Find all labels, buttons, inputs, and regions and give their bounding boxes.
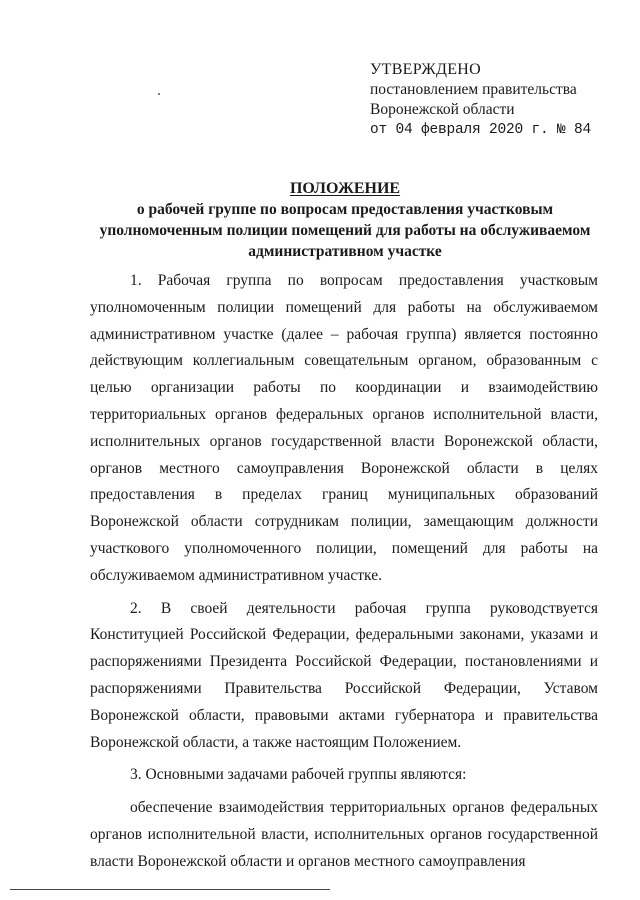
approval-stamp: УТВЕРЖДЕНО [370, 61, 482, 78]
footer-rule [10, 889, 330, 890]
approval-dateline: от 04 февраля 2020 г. № 84 [370, 122, 592, 138]
approval-line-2: Воронежской области [370, 101, 515, 118]
approval-line-1: постановлением правительства [370, 81, 577, 98]
scan-speck [158, 93, 160, 95]
approval-block [370, 60, 630, 140]
paragraph-3: 3. Основными задачами рабочей группы являются: [130, 766, 467, 784]
document-body [90, 268, 598, 875]
paragraph-1: 1. Рабочая группа по вопросам предоставления участковым уполномоченным полиции помещений для работы на обслуживаемом административном участке (далее – рабочая группа) является постоянно действующим коллегиальным совещательным органом, образованным с целью организации работы по координации и взаимодействию территориальных органов федеральных органов исполнительной власти, исполнительных органов государственной власти Воронежской области, органов местного самоуправления Воронежской области в целях предоставления в пределах границ муниципальных образований Воронежской области сотрудникам полиции, замещающим должности участкового уполномоченного полиции, помещений для работы на обслуживаемом административном участке. [90, 272, 598, 584]
title-subtitle: о рабочей группе по вопросам предоставления участковым уполномоченным полиции помещений для работы на обслуживаемом административном участке [99, 201, 591, 260]
document-title [80, 178, 610, 262]
paragraph-4: обеспечение взаимодействия территориальных органов федеральных органов исполнительной власти, исполнительных органов государственной власти Воронежской области и органов местного самоуправления [90, 799, 598, 870]
paragraph-2: 2. В своей деятельности рабочая группа руководствуется Конституцией Российской Федерации, федеральными законами, указами и распоряжениями Президента Российской Федерации, постановлениями и распоряжениями Правительства Российской Федерации, Уставом Воронежской области, правовыми актами губернатора и правительства Воронежской области, а также настоящим Положением. [90, 599, 598, 751]
title-heading: ПОЛОЖЕНИЕ [289, 180, 401, 197]
